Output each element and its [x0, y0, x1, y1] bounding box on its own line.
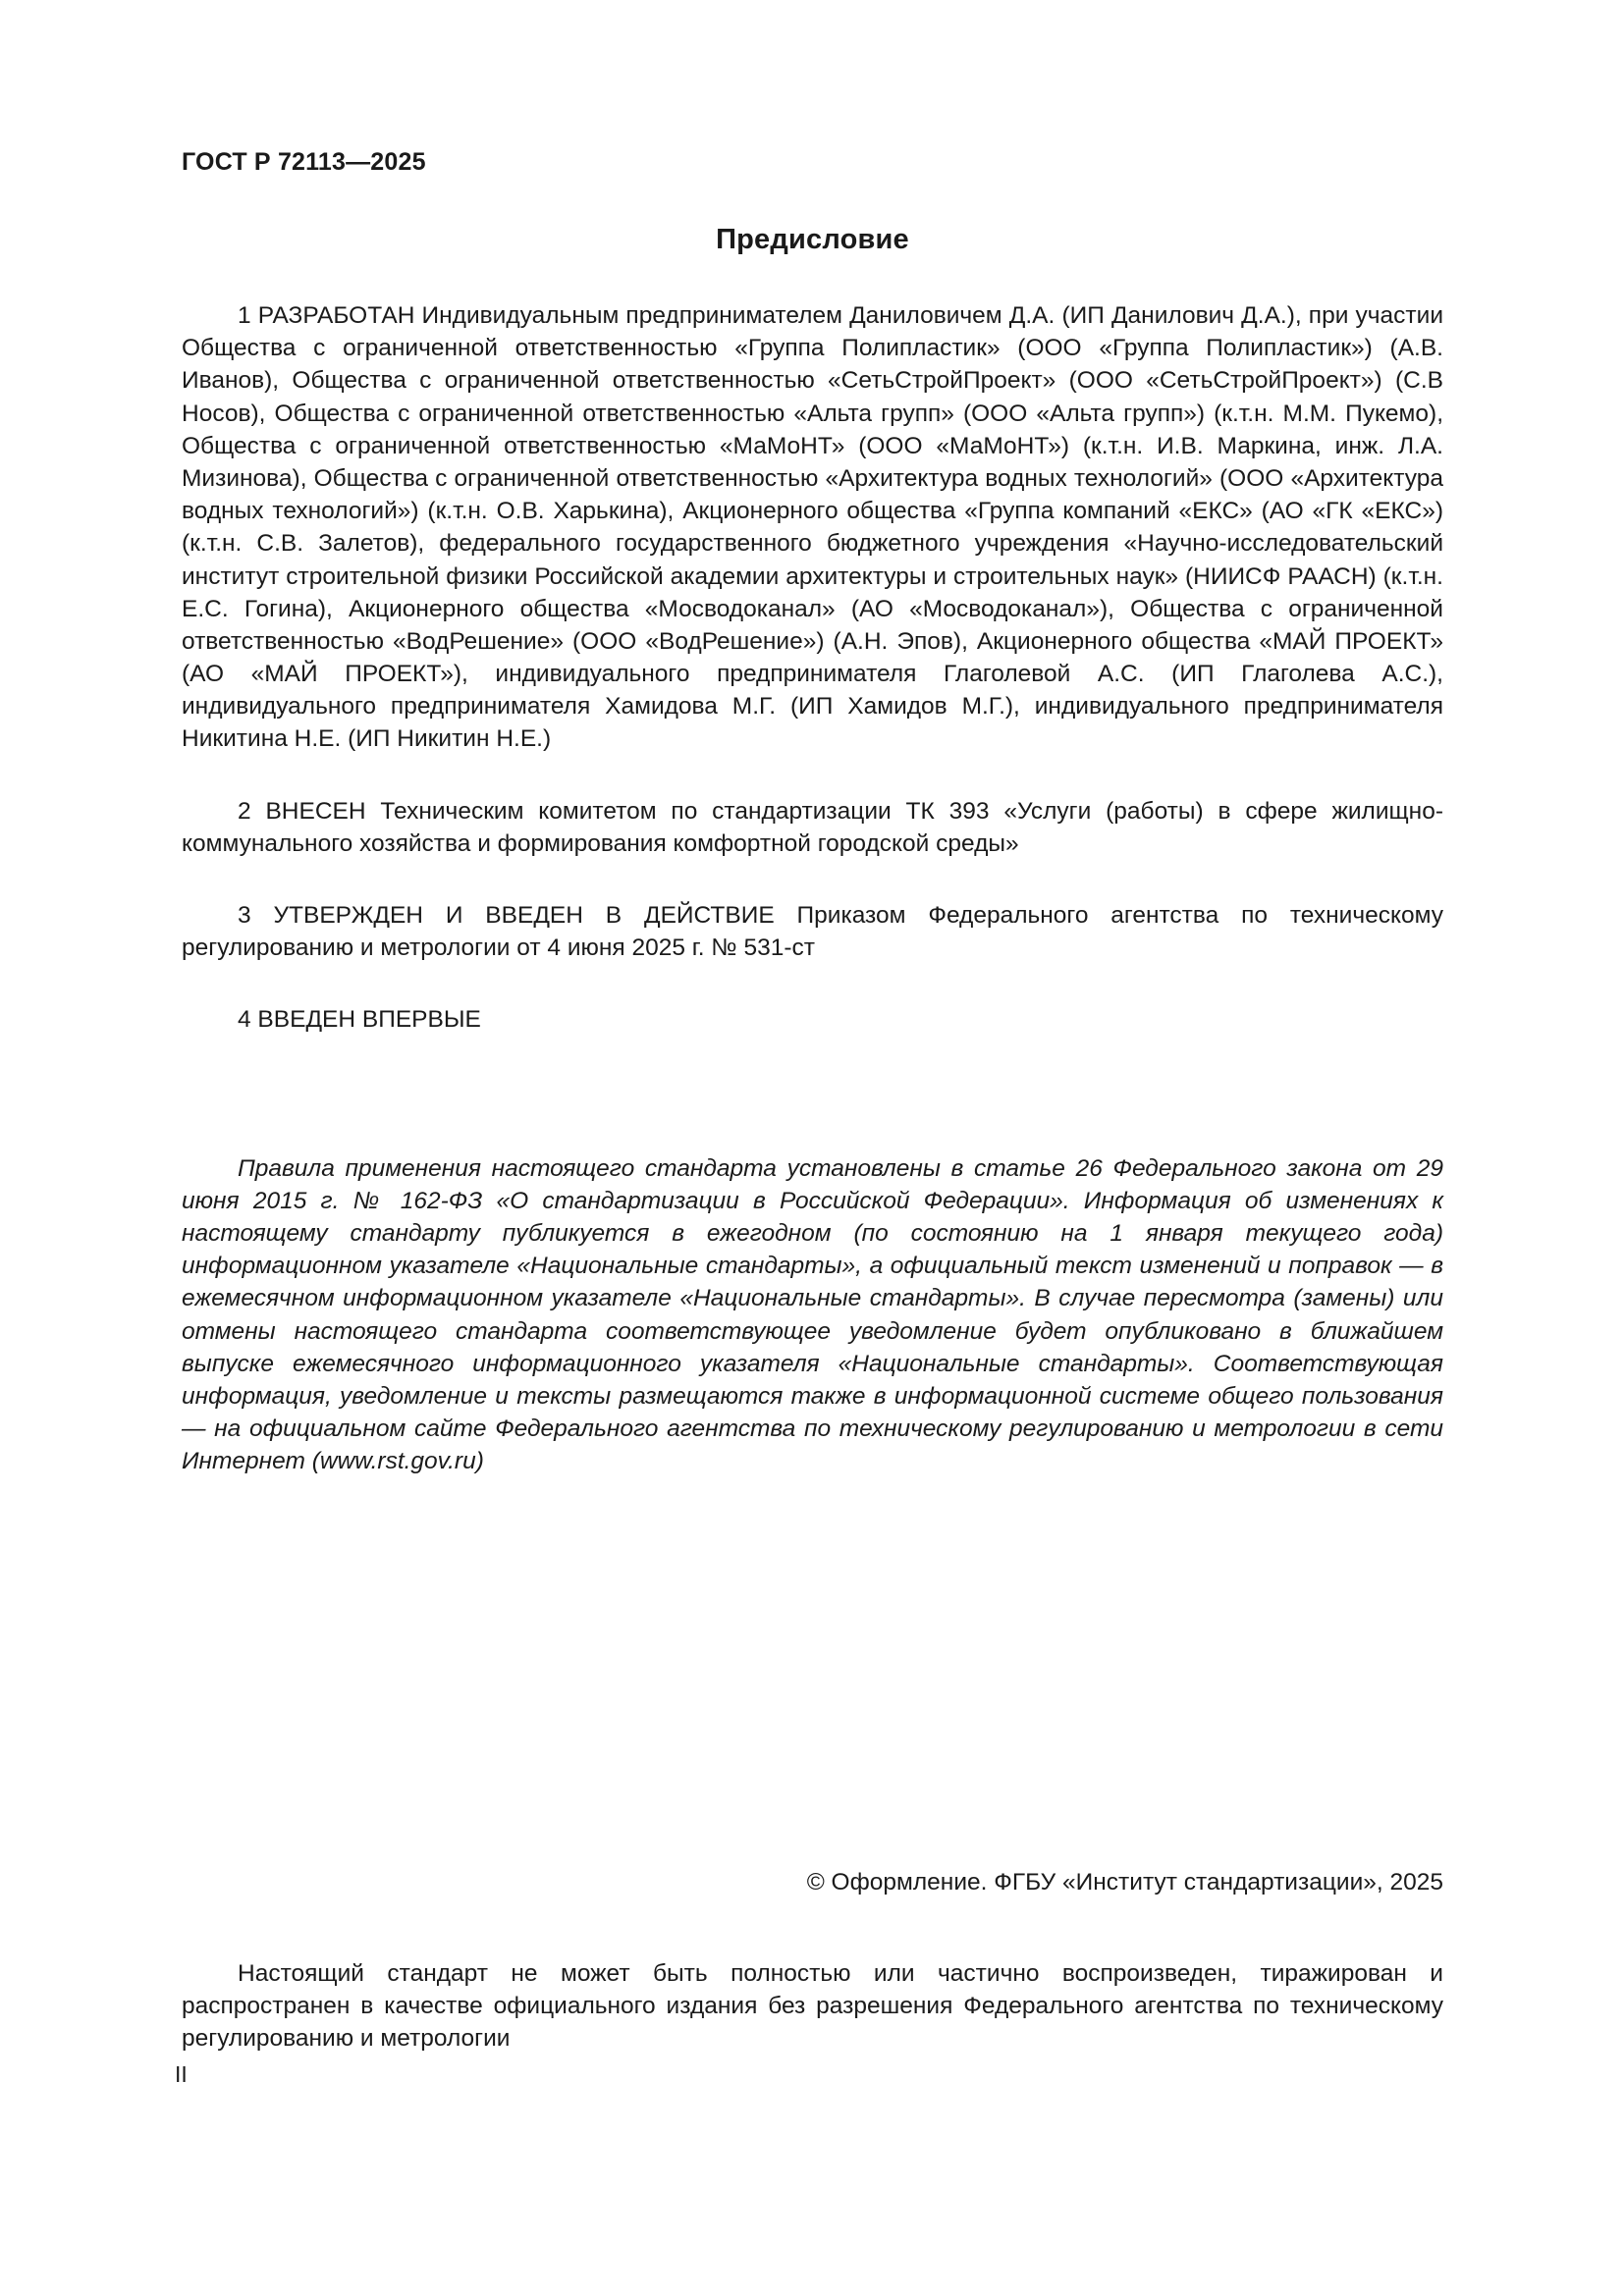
running-head: ГОСТ Р 72113—2025 — [182, 148, 426, 176]
page-content — [182, 0, 1443, 1477]
copyright-line: © Оформление. ФГБУ «Институт стандартизации», 2025 — [806, 1869, 1443, 1896]
clause-3-paragraph: 3 УТВЕРЖДЕН И ВВЕДЕН В ДЕЙСТВИЕ Приказом Федерального агентства по техническому регулированию и метрологии от 4 июня 2025 г. № 531-ст — [182, 902, 1443, 962]
clause-4-paragraph: 4 ВВЕДЕН ВПЕРВЫЕ — [238, 1006, 481, 1034]
reproduction-notice: Настоящий стандарт не может быть полностью или частично воспроизведен, тиражирован и распространен в качестве официального издания без разрешения Федерального агентства по техническому регулированию и метрологии — [182, 1960, 1443, 2053]
page-title: Предисловие — [716, 224, 909, 255]
page-number: II — [175, 2061, 188, 2087]
clause-2-paragraph: 2 ВНЕСЕН Техническим комитетом по стандартизации ТК 393 «Услуги (работы) в сфере жилищно-коммунального хозяйства и формирования комфортной городской среды» — [182, 797, 1443, 857]
application-rules-notice: Правила применения настоящего стандарта установлены в статье 26 Федерального закона от 29 июня 2015 г. № 162-ФЗ «О стандартизации в Российской Федерации». Информация об изменениях к настоящему стандарту публикуется в ежегодном (по состоянию на 1 января текущего года) информационном указателе «Национальные стандарты», а официальный текст изменений и поправок — в ежемесячном информационном указателе «Национальные стандарты». В случае пересмотра (замены) или отмены настоящего стандарта соответствующее уведомление будет опубликовано в ближайшем выпуске ежемесячного информационного указателя «Национальные стандарты». Соответствующая информация, уведомление и тексты размещаются также в информационной системе общего пользования — на официальном сайте Федерального агентства по техническому регулированию и метрологии в сети Интернет (www.rst.gov.ru) — [182, 1154, 1443, 1475]
clause-1-paragraph: 1 РАЗРАБОТАН Индивидуальным предпринимателем Даниловичем Д.А. (ИП Данилович Д.А.), при участии Общества с ограниченной ответственностью «Группа Полипластик» (ООО «Группа Полипластик») (А.В. Иванов), Общества с ограниченной ответственностью «СетьСтройПроект» (ООО «СетьСтройПроект») (С.В Носов), Общества с ограниченной ответственностью «Альта групп» (ООО «Альта групп») (к.т.н. М.М. Пукемо), Общества с ограниченной ответственностью «МаМоНТ» (ООО «МаМоНТ») (к.т.н. И.В. Маркина, инж. Л.А. Мизинова), Общества с ограниченной ответственностью «Архитектура водных технологий» (ООО «Архитектура водных технологий») (к.т.н. О.В. Харькина), Акционерного общества «Группа компаний «ЕКС» (АО «ГК «ЕКС») (к.т.н. С.В. Залетов), федерального государственного бюджетного учреждения «Научно-исследовательский институт строительной физики Российской академии архитектуры и строительных наук» (НИИСФ РААСН) (к.т.н. Е.С. Гогина), Акционерного общества «Мосводоканал» (АО «Мосводоканал»), Общества с ограниченной ответственностью «ВодРешение» (ООО «ВодРешение») (А.Н. Эпов), Акционерного общества «МАЙ ПРОЕКТ» (АО «МАЙ ПРОЕКТ»), индивидуального предпринимателя Глаголевой А.С. (ИП Глаголева А.С.), индивидуального предпринимателя Хамидова М.Г. (ИП Хамидов М.Г.), индивидуального предпринимателя Никитина Н.Е. (ИП Никитин Н.Е.) — [182, 302, 1443, 753]
